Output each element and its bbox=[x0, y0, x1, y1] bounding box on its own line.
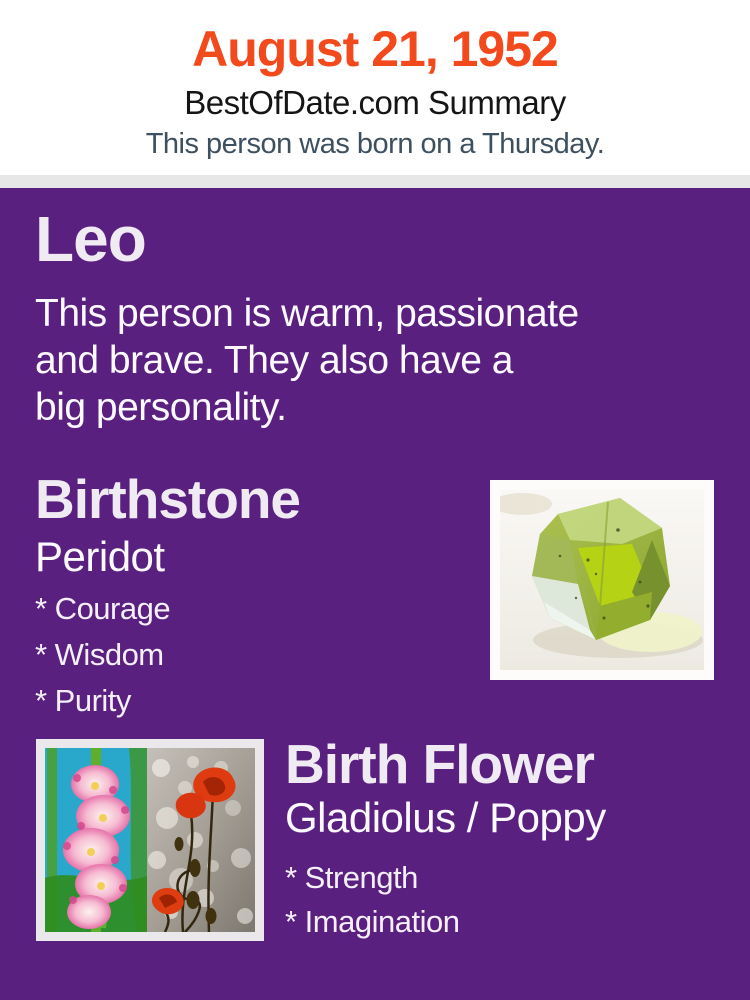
zodiac-description-line: This person is warm, passionate bbox=[35, 292, 579, 335]
birthstone-trait: * Purity bbox=[35, 683, 131, 718]
peridot-image bbox=[490, 480, 714, 680]
gladiolus-poppy-illustration bbox=[45, 748, 255, 932]
birthstone-trait-list bbox=[35, 586, 170, 724]
birth-flower-image bbox=[36, 739, 264, 941]
birthstone-trait: * Wisdom bbox=[35, 637, 164, 672]
birthstone-heading: Birthstone bbox=[35, 468, 300, 530]
birthstone-name: Peridot bbox=[35, 533, 165, 580]
date-title: August 21, 1952 bbox=[192, 21, 558, 77]
gladiolus-photo bbox=[45, 748, 147, 932]
header-divider bbox=[0, 175, 750, 188]
zodiac-description-line: big personality. bbox=[35, 386, 287, 429]
birthstone-trait: * Courage bbox=[35, 591, 171, 626]
birth-flower-trait: * Strength bbox=[285, 860, 418, 895]
birth-flower-name: Gladiolus / Poppy bbox=[285, 794, 606, 841]
birth-flower-trait: * Imagination bbox=[285, 904, 460, 939]
birth-flower-trait-list bbox=[285, 856, 459, 944]
weekday-note: This person was born on a Thursday. bbox=[145, 128, 605, 160]
zodiac-description-line: and brave. They also have a bbox=[35, 339, 513, 382]
zodiac-sign-heading: Leo bbox=[35, 203, 146, 275]
site-subtitle: BestOfDate.com Summary bbox=[184, 84, 566, 121]
purple-section bbox=[0, 188, 750, 1000]
zodiac-description bbox=[35, 290, 695, 431]
birth-flower-heading: Birth Flower bbox=[285, 733, 594, 795]
poppy-photo bbox=[147, 748, 255, 932]
peridot-gem-illustration bbox=[500, 490, 704, 670]
